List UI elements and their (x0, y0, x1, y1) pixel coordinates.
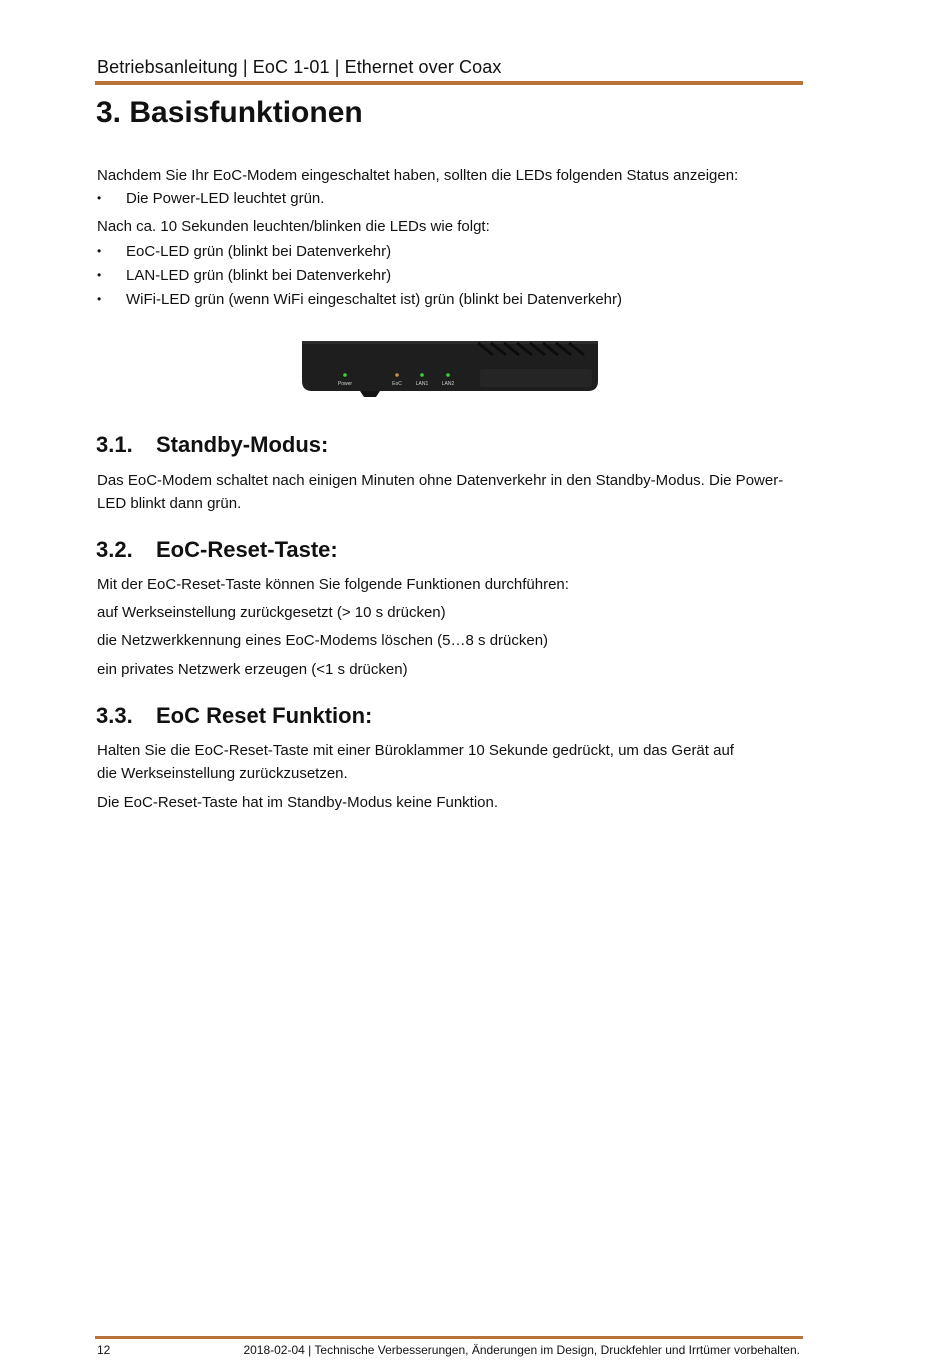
section-paragraph: die Netzwerkkennung eines EoC-Modems löschen (5…8 s drücken) (97, 632, 549, 649)
list-item: • LAN-LED grün (blinkt bei Datenverkehr) (97, 264, 391, 287)
power-led-icon (343, 373, 347, 377)
intro-paragraph-1: Nachdem Sie Ihr EoC-Modem eingeschaltet haben, sollten die LEDs folgenden Status anzeigen: (97, 167, 739, 184)
section-heading-3-3 (96, 703, 372, 729)
led-label-lan1: LAN1 (415, 381, 429, 387)
page-number: 12 (97, 1343, 111, 1357)
section-paragraph: Halten Sie die EoC-Reset-Taste mit einer Büroklammer 10 Sekunde gedrückt, um das Gerät auf die Werkseinstellung zurückzusetzen. (97, 742, 734, 782)
section-heading-3-2 (96, 537, 338, 563)
section-number: 3.2. (96, 537, 133, 562)
list-item: • WiFi-LED grün (wenn WiFi eingeschaltet ist) grün (blinkt bei Datenverkehr) (97, 288, 622, 311)
lan1-led-icon (420, 373, 424, 377)
led-label-power: Power (337, 381, 353, 387)
list-item: • EoC-LED grün (blinkt bei Datenverkehr) (97, 240, 391, 263)
list-item: • Die Power-LED leuchtet grün. (97, 187, 324, 210)
section-number: 3.3. (96, 703, 133, 728)
modem-front-image (300, 341, 600, 399)
bullet-icon: • (97, 292, 102, 306)
bullet-icon: • (97, 191, 102, 205)
header-rule (95, 81, 803, 85)
intro-paragraph-2: Nach ca. 10 Sekunden leuchten/blinken die LEDs wie folgt: (97, 218, 490, 235)
footer-rule (95, 1336, 803, 1339)
led-label-eoc: EoC (392, 381, 402, 387)
bullet-icon: • (97, 268, 102, 282)
section-title: Standby-Modus: (156, 432, 329, 457)
section-paragraph: ein privates Netzwerk erzeugen (<1 s drücken) (97, 661, 408, 678)
bullet-icon: • (97, 244, 102, 258)
chapter-title: 3. Basisfunktionen (96, 96, 363, 129)
footer-disclaimer: 2018-02-04 | Technische Verbesserungen, Änderungen im Design, Druckfehler und Irrtümer vorbehalten. (243, 1343, 800, 1357)
section-paragraph: Die EoC-Reset-Taste hat im Standby-Modus keine Funktion. (97, 794, 499, 811)
section-paragraph: Mit der EoC-Reset-Taste können Sie folgende Funktionen durchführen: (97, 576, 569, 593)
section-paragraph: Das EoC-Modem schaltet nach einigen Minuten ohne Datenverkehr in den Standby-Modus. Die Power-LED blinkt dann grün. (97, 472, 784, 512)
section-title: EoC Reset Funktion: (156, 703, 373, 728)
led-label-lan2: LAN2 (441, 381, 455, 387)
section-paragraph: auf Werkseinstellung zurückgesetzt (> 10 s drücken) (97, 604, 446, 621)
eoc-led-icon (395, 373, 399, 377)
running-header: Betriebsanleitung | EoC 1-01 | Ethernet over Coax (97, 57, 502, 77)
section-title: EoC-Reset-Taste: (156, 537, 338, 562)
section-number: 3.1. (96, 432, 133, 457)
lan2-led-icon (446, 373, 450, 377)
section-heading-3-1 (96, 432, 328, 458)
